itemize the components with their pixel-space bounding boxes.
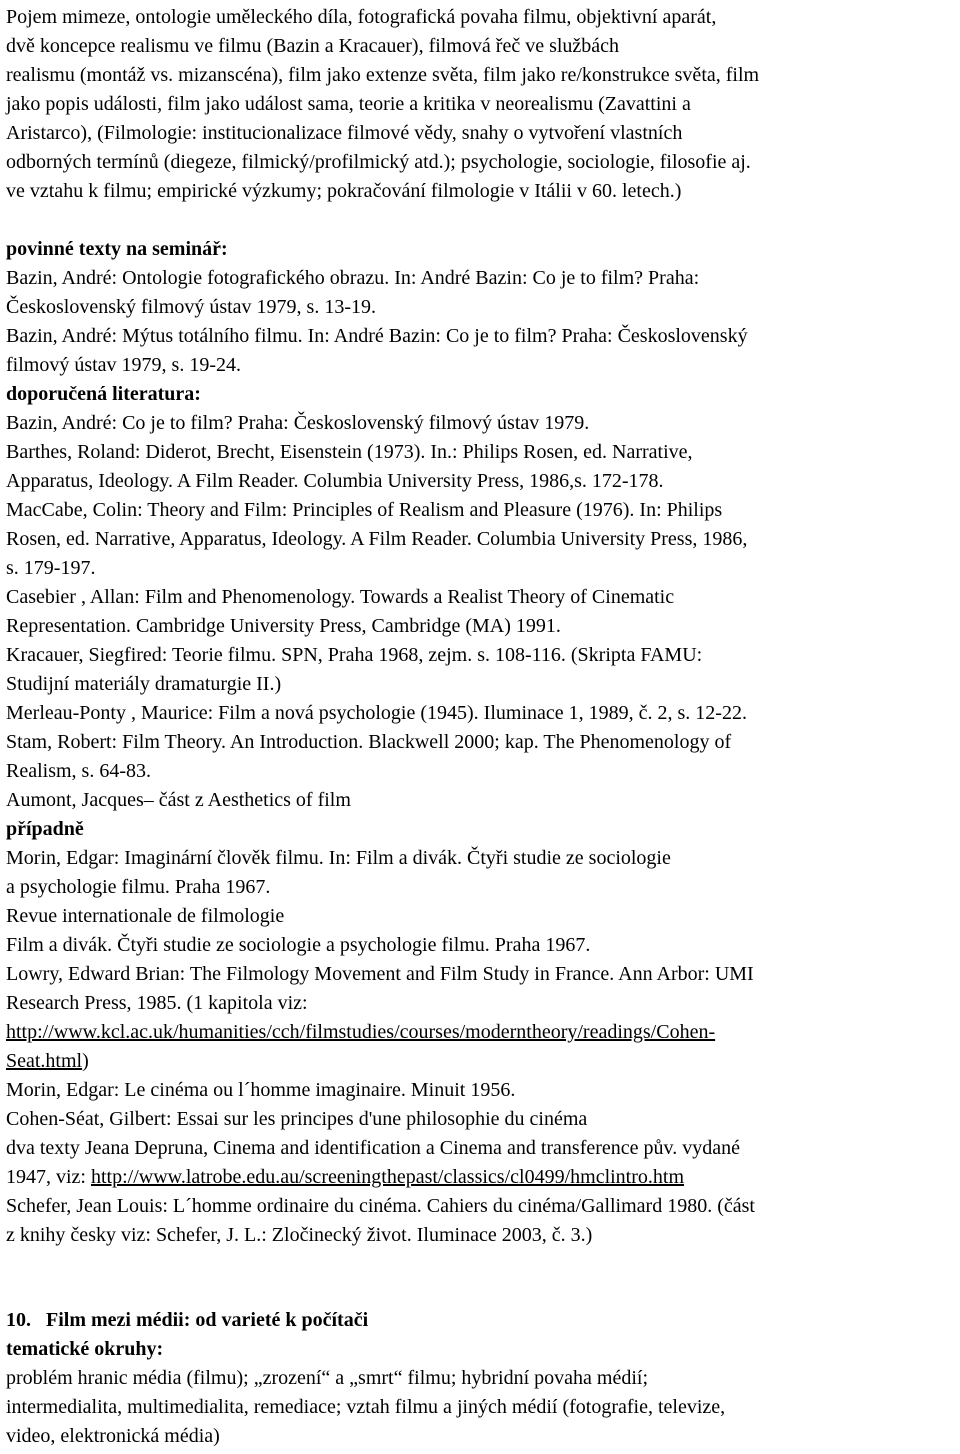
- reference-line: Casebier , Allan: Film and Phenomenology. Towards a Realist Theory of Cinematic: [6, 586, 675, 608]
- topics-heading: tematické okruhy:: [6, 1338, 164, 1360]
- reference-line: Schefer, Jean Louis: L´homme ordinaire du cinéma. Cahiers du cinéma/Gallimard 1980. (část: [6, 1195, 755, 1217]
- required-texts-heading: povinné texty na seminář:: [6, 238, 228, 260]
- reference-line: Rosen, ed. Narrative, Apparatus, Ideology. A Film Reader. Columbia University Press, 1986,: [6, 528, 748, 550]
- reference-line: Lowry, Edward Brian: The Filmology Movement and Film Study in France. Ann Arbor: UMI: [6, 963, 754, 985]
- reference-line: Studijní materiály dramaturgie II.): [6, 673, 282, 695]
- reference-line: Československý filmový ústav 1979, s. 13-19.: [6, 296, 376, 318]
- reference-line: [6, 1047, 954, 1076]
- optional-literature-heading: případně: [6, 818, 84, 840]
- intro-line: realismu (montáž vs. mizanscéna), film jako extenze světa, film jako re/konstrukce světa, film: [6, 64, 760, 86]
- section-number: 10.: [6, 1309, 31, 1331]
- kcl-link[interactable]: http://www.kcl.ac.uk/humanities/cch/filmstudies/courses/moderntheory/readings/Cohen-: [6, 1021, 716, 1043]
- reference-line: Aumont, Jacques– část z Aesthetics of film: [6, 789, 351, 811]
- spacer: [6, 206, 954, 235]
- closing-parenthesis: ): [82, 1050, 89, 1072]
- intro-line: jako popis události, film jako událost sama, teorie a kritika v neorealismu (Zavattini a: [6, 93, 691, 115]
- intro-paragraph: [6, 3, 954, 206]
- reference-line: Stam, Robert: Film Theory. An Introduction. Blackwell 2000; kap. The Phenomenology of: [6, 731, 732, 753]
- reference-line: Representation. Cambridge University Press, Cambridge (MA) 1991.: [6, 615, 561, 637]
- reference-line: Kracauer, Siegfired: Teorie filmu. SPN, Praha 1968, zejm. s. 108-116. (Skripta FAMU:: [6, 644, 703, 666]
- spacer: [6, 1250, 954, 1306]
- reference-line: Morin, Edgar: Le cinéma ou l´homme imaginaire. Minuit 1956.: [6, 1079, 516, 1101]
- reference-line: Film a divák. Čtyři studie ze sociologie a psychologie filmu. Praha 1967.: [6, 934, 591, 956]
- reference-line: [6, 1163, 954, 1192]
- reference-line: Bazin, André: Mýtus totálního filmu. In: André Bazin: Co je to film? Praha: Československý: [6, 325, 748, 347]
- reference-text: 1947, viz:: [6, 1166, 91, 1188]
- reference-line: Bazin, André: Co je to film? Praha: Československý filmový ústav 1979.: [6, 412, 590, 434]
- intro-line: dvě koncepce realismu ve filmu (Bazin a Kracauer), filmová řeč ve službách: [6, 35, 620, 57]
- reference-line: dva texty Jeana Depruna, Cinema and identification a Cinema and transference pův. vydané: [6, 1137, 740, 1159]
- section-heading: [6, 1306, 954, 1335]
- intro-line: odborných termínů (diegeze, filmický/profilmický atd.); psychologie, sociologie, filosofie aj.: [6, 151, 751, 173]
- reference-line: z knihy česky viz: Schefer, J. L.: Zločinecký život. Iluminace 2003, č. 3.): [6, 1224, 593, 1246]
- reference-line: Barthes, Roland: Diderot, Brecht, Eisenstein (1973). In.: Philips Rosen, ed. Narrative,: [6, 441, 693, 463]
- reference-line: s. 179-197.: [6, 557, 96, 579]
- reference-line: Merleau-Ponty , Maurice: Film a nová psychologie (1945). Iluminace 1, 1989, č. 2, s. 12-22.: [6, 702, 747, 724]
- intro-line: Aristarco), (Filmologie: institucionalizace filmové vědy, snahy o vytvoření vlastních: [6, 122, 683, 144]
- reference-line: Cohen-Séat, Gilbert: Essai sur les principes d'une philosophie du cinéma: [6, 1108, 588, 1130]
- reference-line: Realism, s. 64-83.: [6, 760, 151, 782]
- reference-line: Morin, Edgar: Imaginární člověk filmu. In: Film a divák. Čtyři studie ze sociologie: [6, 847, 671, 869]
- reference-line: Apparatus, Ideology. A Film Reader. Columbia University Press, 1986,s. 172-178.: [6, 470, 664, 492]
- topics-line: video, elektronická média): [6, 1425, 220, 1447]
- reference-line: filmový ústav 1979, s. 19-24.: [6, 354, 241, 376]
- intro-line: ve vztahu k filmu; empirické výzkumy; pokračování filmologie v Itálii v 60. letech.): [6, 180, 682, 202]
- kcl-link-continued[interactable]: Seat.html: [6, 1050, 83, 1072]
- reference-line: Revue internationale de filmologie: [6, 905, 285, 927]
- optional-literature-section: [6, 815, 954, 1250]
- reference-line: Bazin, André: Ontologie fotografického obrazu. In: André Bazin: Co je to film? Praha:: [6, 267, 700, 289]
- required-texts-section: [6, 235, 954, 380]
- reference-line: a psychologie filmu. Praha 1967.: [6, 876, 271, 898]
- topics-line: intermedialita, multimedialita, remediace; vztah filmu a jiných médií (fotografie, televize,: [6, 1396, 726, 1418]
- section-title: Film mezi médii: od varieté k počítači: [46, 1309, 369, 1331]
- section-10: [6, 1306, 954, 1451]
- reference-line: Research Press, 1985. (1 kapitola viz:: [6, 992, 308, 1014]
- recommended-literature-heading: doporučená literatura:: [6, 383, 201, 405]
- reference-line: [6, 1018, 954, 1047]
- topics-line: problém hranic média (filmu); „zrození“ a „smrt“ filmu; hybridní povaha médií;: [6, 1367, 649, 1389]
- recommended-literature-section: [6, 380, 954, 815]
- reference-line: MacCabe, Colin: Theory and Film: Principles of Realism and Pleasure (1976). In: Philips: [6, 499, 723, 521]
- latrobe-link[interactable]: http://www.latrobe.edu.au/screeningthepast/classics/cl0499/hmclintro.htm: [91, 1166, 685, 1188]
- intro-line: Pojem mimeze, ontologie uměleckého díla, fotografická povaha filmu, objektivní aparát,: [6, 6, 717, 28]
